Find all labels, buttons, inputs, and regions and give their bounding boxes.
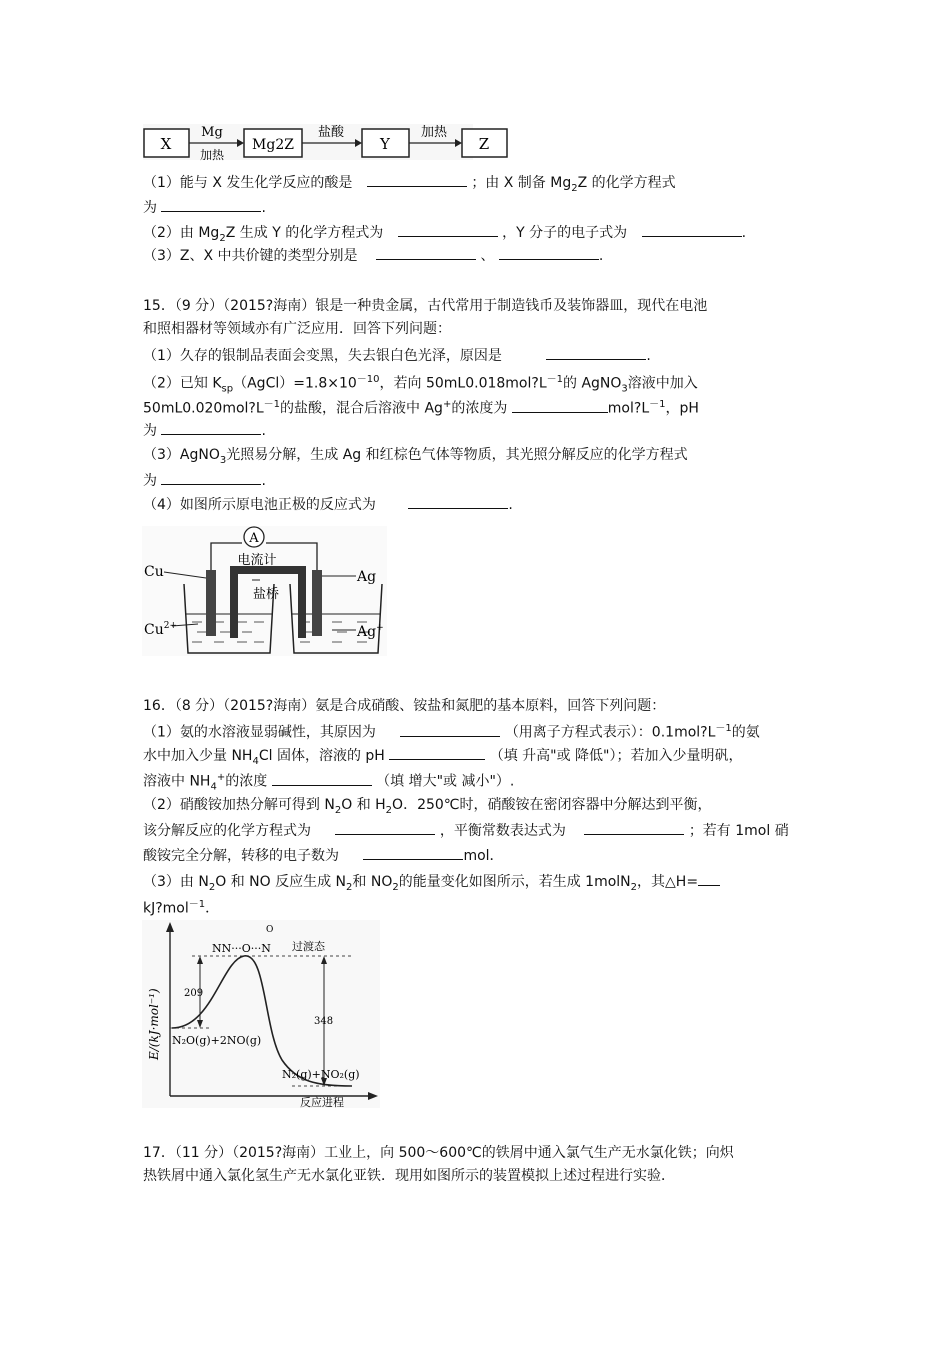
flow-arrow2-top: 盐酸 (317, 125, 345, 140)
flow-diagram (142, 120, 512, 162)
q14-answer-blank-4[interactable] (642, 222, 742, 237)
q15-part3: （3）AgNO$_3$光照易分解，生成 Ag 和红棕色气体等物质，其光照分解反应的化学方程式 (143, 447, 688, 466)
q15-part2-cont: $50mL0.020mol?L^{-1}$的盐酸，混合后溶液中 Ag+的浓度为 $mol?L^{-1}$，pH (143, 399, 699, 417)
transition-state-label: 过渡态 (292, 940, 325, 953)
q16-answer-blank-7[interactable] (698, 871, 720, 886)
q15-answer-blank-4[interactable] (161, 470, 261, 485)
q14-part2: （2）由 $Mg_2Z$ 生成 Y 的化学方程式为 ，Y 分子的电子式为 . (143, 222, 746, 248)
q17-line1: 17．（11 分）（2015?海南）工业上，向 500～600℃的铁屑中通入氯气生产无水氯化铁；向炽 (143, 1145, 734, 1161)
salt-bridge-label: 盐桥 (252, 587, 280, 602)
q16-part1-cont: 水中加入少量 $NH_4Cl$ 固体，溶液的 pH （填 升高"或 降低"）；若加入少量明矾， (143, 745, 743, 771)
q14-answer-blank-2[interactable] (161, 197, 261, 212)
q16-part2-cont2: 酸铵完全分解，转移的电子数为 mol． (143, 845, 504, 865)
transition-state-o: O (266, 925, 274, 935)
q15-part2-cont2: 为 . (143, 420, 266, 440)
flow-box-mg2z-label: Mg2Z (252, 137, 294, 153)
q15-heading-cont: 和照相器材等领域亦有广泛应用．回答下列问题： (143, 321, 451, 337)
q15-heading: 15．（9 分）（2015?海南）银是一种贵金属，古代常用于制造钱币及装饰器皿，现代在电池 (143, 298, 708, 314)
q14-part3: （3）Z、X 中共价键的类型分别是 、 . (143, 245, 603, 265)
reverse-energy-label: 348 (314, 1016, 334, 1027)
cu-label: Cu (144, 564, 164, 580)
q16-part3-cont: kJ?mol$^{-1}$． (143, 899, 220, 917)
q15-part3-cont: 为 . (143, 470, 266, 490)
flow-arrow1-bottom: 加热 (199, 148, 225, 162)
q15-answer-blank-1[interactable] (546, 345, 646, 360)
q15-answer-blank-3[interactable] (161, 420, 261, 435)
q15-answer-blank-2[interactable] (512, 398, 608, 413)
q17-line2: 热铁屑中通入氯化氢生产无水氯化亚铁．现用如图所示的装置模拟上述过程进行实验． (143, 1168, 675, 1184)
ag-electrode (312, 570, 322, 636)
y-axis-label: E/(kJ·mol⁻¹) (147, 988, 161, 1060)
q16-answer-blank-3[interactable] (272, 771, 372, 786)
ammeter-label: A (249, 531, 259, 546)
q16-part1: （1）氨的水溶液显弱碱性，其原因为 （用离子方程式表示）：$0.1mol?L^{-1}$的氨 (143, 723, 760, 741)
q16-part3: （3）由 $N_2O$ 和 NO 反应生成 $N_2$和 $NO_2$的能量变化如图所示，若生成 1molN$_2$，其△H= (143, 871, 720, 897)
q16-part2: （2）硝酸铵加热分解可得到 $N_2O$ 和 $H_2O$．250℃时，硝酸铵在密闭容器中分解达到平衡， (143, 797, 712, 816)
q16-part2-cont: 该分解反应的化学方程式为 ，平衡常数表达式为 ；若有 1mol 硝 (143, 820, 789, 840)
flow-box-y-label: Y (380, 135, 390, 153)
q14-answer-blank-3[interactable] (398, 222, 498, 237)
q14-answer-blank-5[interactable] (376, 245, 476, 260)
products-label: N₂(g)+NO₂(g) (282, 1068, 360, 1081)
flow-box-z-label: Z (478, 135, 490, 153)
flow-arrow1-top: Mg (201, 125, 223, 140)
cu2-label: $Cu^{2+}$ (144, 621, 178, 638)
q15-part1: （1）久存的银制品表面会变黑，失去银白色光泽，原因是 . (143, 345, 651, 365)
meter-label: 电流计 (237, 553, 277, 568)
q15-part2: （2）已知 $K_{sp}(AgCl)=1.8\times 10^{-10}$，若向 $50mL0.018mol?L^{-1}$的 AgNO$_3$溶液中加入 (143, 374, 698, 395)
flow-box-x-label: X (160, 135, 172, 153)
q16-answer-blank-2[interactable] (389, 745, 485, 760)
activation-energy-label: 209 (184, 988, 204, 999)
q15-part4: （4）如图所示原电池正极的反应式为 . (143, 494, 513, 514)
q16-part1-cont2: 溶液中 $NH_4^+$的浓度 （填 增大"或 减小"）. (143, 772, 515, 793)
q14-answer-blank-6[interactable] (499, 245, 599, 260)
q16-answer-blank-1[interactable] (400, 722, 500, 737)
cu-electrode (206, 570, 216, 636)
q15-answer-blank-5[interactable] (408, 494, 508, 509)
q14-part1-cont: 为 . (143, 197, 266, 217)
ag-label: Ag (357, 569, 377, 585)
q14-answer-blank-1[interactable] (367, 172, 467, 187)
q16-answer-blank-6[interactable] (363, 845, 463, 860)
flow-arrow3-top: 加热 (420, 125, 448, 140)
q16-heading: 16．（8 分）（2015?海南）氨是合成硝酸、铵盐和氮肥的基本原料，回答下列问题： (143, 698, 666, 714)
q14-part1: （1）能与 X 发生化学反应的酸是 ；由 X 制备 $Mg_2Z$ 的化学方程式 (143, 172, 676, 198)
q16-answer-blank-4[interactable] (335, 820, 435, 835)
reactants-label: N₂O(g)+2NO(g) (172, 1034, 262, 1047)
galvanic-cell-figure (142, 526, 387, 656)
q16-answer-blank-5[interactable] (584, 820, 684, 835)
ag-ion-label: Ag+ (357, 623, 384, 640)
transition-state-formula: NN···O···N (212, 942, 271, 955)
energy-profile-figure (142, 920, 380, 1108)
x-axis-label: 反应进程 (300, 1096, 344, 1108)
